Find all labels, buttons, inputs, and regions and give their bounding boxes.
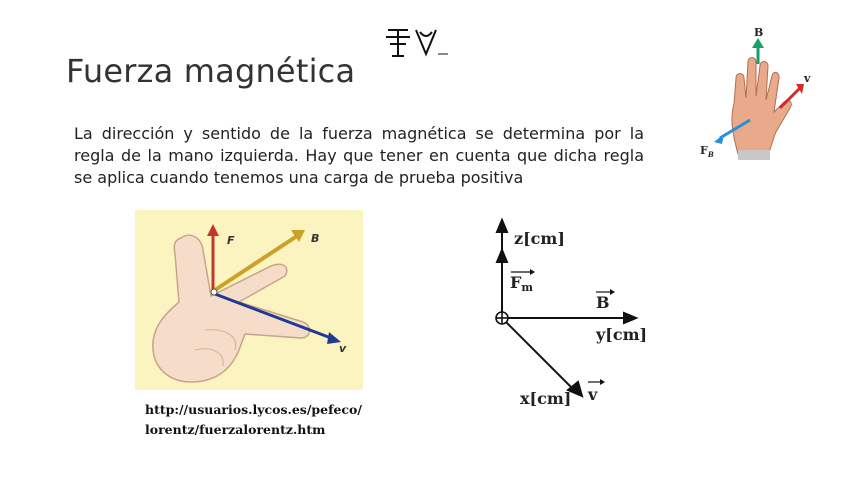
origin-charge-symbol <box>496 312 508 324</box>
fm-label: Fm <box>510 273 533 294</box>
hand-rule-small-illustration <box>692 22 822 162</box>
b-label: B <box>596 293 610 312</box>
b-vector-head <box>610 289 615 295</box>
logo-v-mark <box>416 30 448 54</box>
body-paragraph: La dirección y sentido de la fuerza magnética se determina por la regla de la mano izquierda. Hay que tener en cuenta que dicha regla se aplica cuando tenemos una carga de prueba positiva <box>74 124 644 187</box>
origin-point <box>211 289 217 295</box>
v-label: v <box>588 385 598 404</box>
logo-glyph <box>382 24 454 62</box>
force-fm-arrow <box>497 250 507 262</box>
label-b-small: B <box>754 26 764 39</box>
x-axis <box>502 318 582 396</box>
slide-title: Fuerza magnética <box>66 52 356 90</box>
z-axis-label: z[cm] <box>514 229 565 248</box>
velocity-arrow-v-small <box>780 84 804 108</box>
axes-diagram <box>480 210 660 410</box>
label-v-small: v <box>804 72 811 85</box>
source-url-line2: lorentz/fuerzalorentz.htm <box>145 422 326 437</box>
label-v-large: v <box>339 342 347 355</box>
label-b-large: B <box>311 232 320 245</box>
source-url-line1: http://usuarios.lycos.es/pefeco/ <box>145 402 362 417</box>
v-vector-head <box>600 379 605 385</box>
y-axis <box>502 313 636 323</box>
fm-vector-head <box>530 269 535 275</box>
label-fb-small: $F_B$ <box>700 144 714 159</box>
y-axis-label: y[cm] <box>596 325 648 344</box>
source-url <box>145 400 362 440</box>
z-axis <box>497 220 507 318</box>
hand-shape-small <box>732 58 791 161</box>
left-hand-rule-illustration <box>135 210 363 390</box>
label-f-large: F <box>227 234 235 247</box>
x-axis-label: x[cm] <box>520 389 572 408</box>
logo-tree-mark <box>386 30 410 56</box>
